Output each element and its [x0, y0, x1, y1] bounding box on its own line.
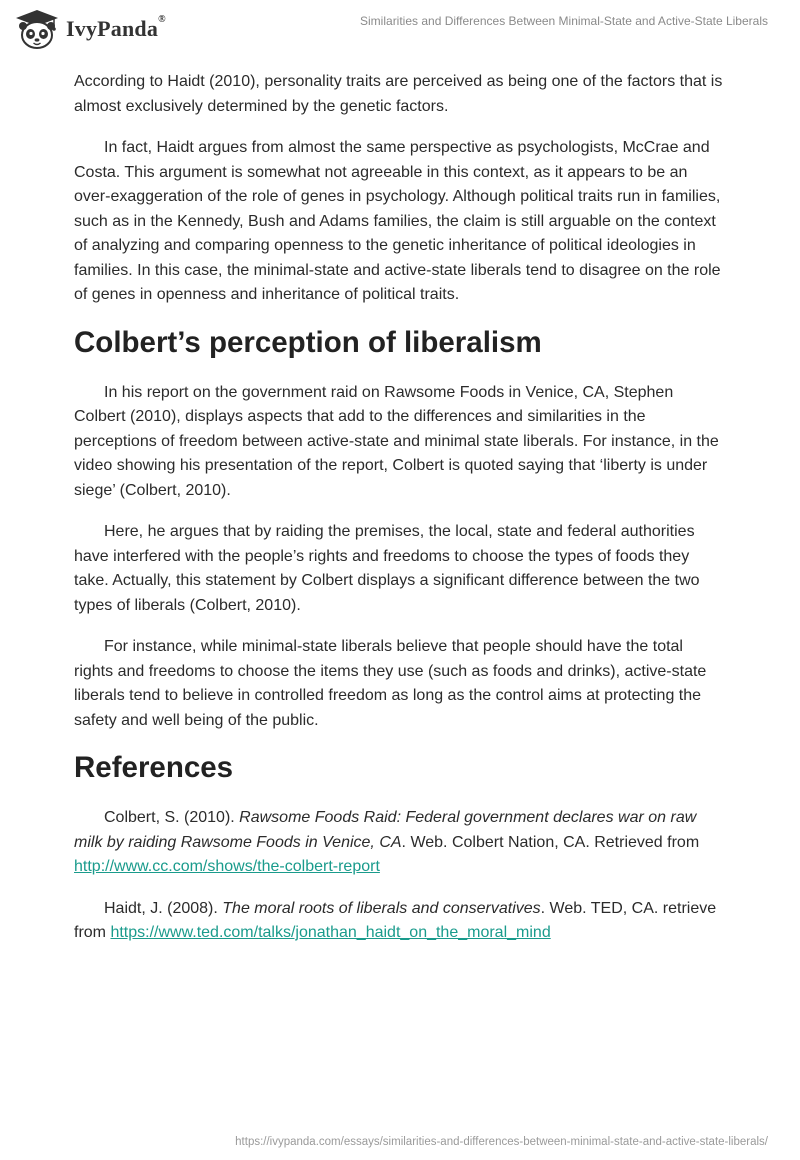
panda-graduate-icon	[14, 8, 60, 50]
section-heading-references: References	[74, 751, 234, 784]
paragraph: For instance, while minimal-state liberals believe that people should have the total rights and freedoms to choose the items they use (such as foods and drinks), active-state liberals tend to believe in controlled freedom as long as the control aims at protecting the safety and well being of the public.	[74, 638, 707, 729]
source-url: https://ivypanda.com/essays/similarities-and-differences-between-minimal-state-and-active-state-liberals/	[235, 1136, 768, 1148]
section-heading-colbert: Colbert’s perception of liberalism	[74, 325, 542, 359]
reference-link[interactable]: http://www.cc.com/shows/the-colbert-report	[74, 858, 380, 875]
reference-item: Colbert, S. (2010). Rawsome Foods Raid: Federal government declares war on raw milk by raiding Rawsome Foods in Venice, CA. Web. Colbert Nation, CA. Retrieved from http://www.cc.com/shows/the-colbert-report	[74, 809, 700, 875]
ivypanda-logo[interactable]	[14, 8, 166, 50]
paragraph: In his report on the government raid on Rawsome Foods in Venice, CA, Stephen Colbert (2010), displays aspects that add to the differences and similarities in the perceptions of freedom between active-state and minimal state liberals. For instance, in the video showing his presentation of the report, Colbert is quoted saying that ‘liberty is under siege’ (Colbert, 2010).	[74, 383, 719, 499]
paragraph: In fact, Haidt argues from almost the same perspective as psychologists, McCrae and Costa. This argument is somewhat not agreeable in this context, as it appears to be an over-exaggeration of the role of genes in psychology. Although political traits run in families, such as in the Kennedy, Bush and Adams families, the claim is still arguable on the context of analyzing and comparing openness to the genetic inheritance of political ideologies in families. In this case, the minimal-state and active-state liberals tend to disagree on the role of genes in openness and inheritance of political traits.	[74, 139, 721, 303]
paragraph: According to Haidt (2010), personality traits are perceived as being one of the factors that is almost exclusively determined by the genetic factors.	[74, 73, 723, 115]
brand-name: IvyPanda®	[66, 14, 166, 41]
paragraph: Here, he argues that by raiding the premises, the local, state and federal authorities have interfered with the people’s rights and freedoms to choose the types of foods they take. Actually, this statement by Colbert displays a significant difference between the two types of liberals (Colbert, 2010).	[74, 523, 700, 614]
page-header	[0, 0, 800, 60]
reference-title: Rawsome Foods Raid: Federal government declares war on raw milk by raiding Rawsome Foods in Venice, CA	[74, 809, 697, 851]
document-title: Similarities and Differences Between Minimal-State and Active-State Liberals	[360, 14, 768, 28]
reference-link[interactable]: https://www.ted.com/talks/jonathan_haidt_on_the_moral_mind	[110, 924, 551, 941]
reference-item: Haidt, J. (2008). The moral roots of liberals and conservatives. Web. TED, CA. retrieve from https://www.ted.com/talks/jonathan_haidt_on_the_moral_mind	[74, 899, 717, 941]
reference-title: The moral roots of liberals and conservatives	[222, 899, 541, 917]
essay-content	[74, 70, 726, 963]
